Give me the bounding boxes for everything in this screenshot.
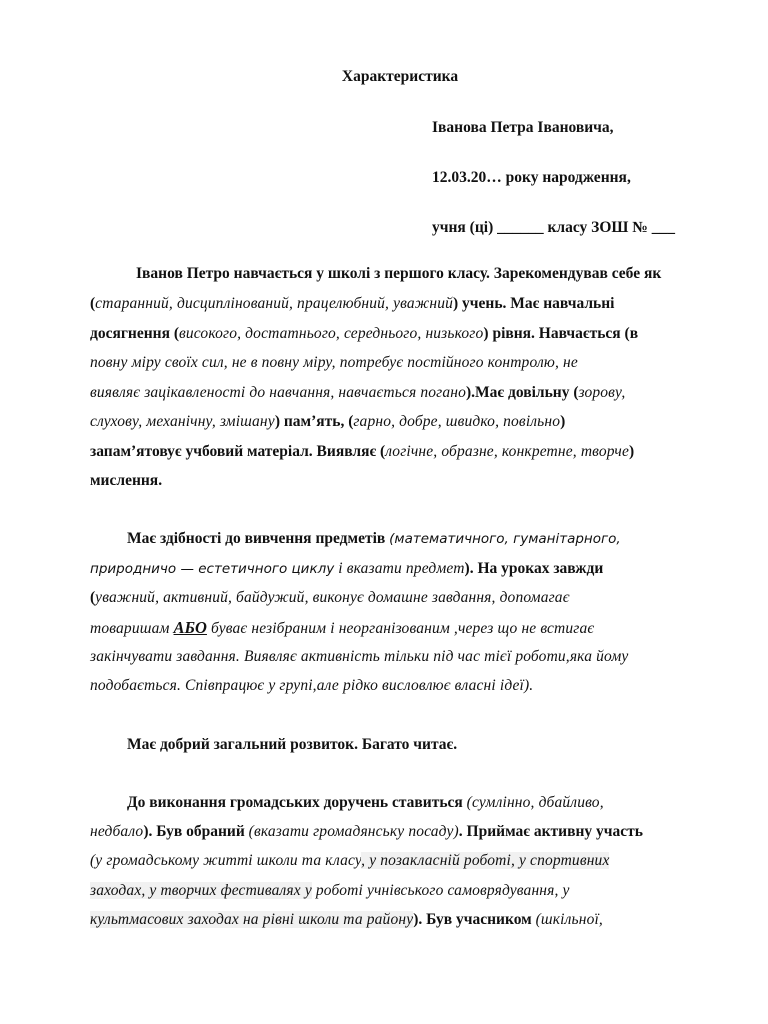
p2-line-5: закінчувати завдання. Виявляє активність тільки під час тієї роботи,яка йому (90, 648, 629, 665)
p2-line-2 (90, 560, 603, 578)
text-span: (математичного, гуманітарного, (389, 531, 621, 547)
text-span: досягнення ( (90, 325, 179, 342)
p4-line-4 (90, 882, 570, 900)
p1-line-1: Іванов Петро навчається у школі з першого класу. Зарекомендував себе як (136, 265, 662, 282)
p1-line-2 (90, 295, 614, 313)
document-title: Характеристика (341, 68, 459, 85)
highlighted-text: заходах, у творчих фестивалях у (90, 882, 312, 899)
text-span: ) пам’ять, ( (274, 413, 354, 430)
text-span: ) (560, 413, 566, 430)
text-span: ).Має довільну ( (466, 384, 579, 401)
p4-line-2 (90, 823, 643, 841)
p2-line-6: подобається. Співпрацює у групі,але рідко висловлює власні ідеї). (90, 677, 534, 694)
text-span: високого, достатнього, середнього, низького (179, 325, 484, 342)
text-span: запам’ятовує учбовий матеріал. Виявляє ( (90, 443, 386, 460)
text-span: До виконання громадських доручень ставиться (127, 794, 467, 811)
text-span: ( (90, 295, 96, 312)
text-span: Має здібності до вивчення предметів (127, 530, 390, 547)
text-span: і вказати предмет (334, 560, 465, 577)
text-span: ). На уроках завжди (464, 560, 604, 577)
text-span: ( (90, 589, 96, 606)
p4-line-5 (90, 911, 603, 929)
p4-line-1 (127, 794, 604, 812)
p1-line-4: повну міру своїх сил, не в повну міру, потребує постійного контролю, не (90, 354, 578, 371)
p4-line-3 (90, 852, 609, 870)
birth-date: 12.03.20… року народження, (432, 169, 631, 186)
text-span: ) рівня. Навчається (в (483, 325, 639, 342)
student-name: Іванова Петра Івановича, (432, 119, 614, 136)
p1-line-3 (90, 325, 638, 343)
text-span: ). Був обраний (143, 823, 249, 840)
text-span: роботі учнівського самоврядування, у (311, 882, 570, 899)
p1-line-8: мислення. (90, 472, 163, 489)
text-span: слухову, механічну, змішану (90, 413, 275, 430)
p2-line-1 (127, 530, 621, 548)
text-span: старанний, дисциплінований, працелюбний, уважний (95, 295, 454, 312)
text-span: уважний, активний, байдужий, виконує домашне завдання, допомагає (95, 589, 570, 606)
p2-line-3 (90, 589, 570, 607)
text-span: зорову, (578, 384, 626, 401)
text-span: гарно, добре, швидко, повільно (353, 413, 561, 430)
text-span: виявляє зацікавленості до навчання, навчається погано (90, 384, 466, 401)
p3-line: Має добрий загальний розвиток. Багато читає. (127, 736, 458, 753)
text-span: (у громадському житті школи та класу (90, 852, 362, 869)
text-span: ) (629, 443, 635, 460)
text-span: АБО (173, 618, 207, 637)
p2-line-4 (90, 618, 594, 638)
text-span: (сумлінно, дбайливо, (466, 794, 604, 811)
text-span: . Приймає активну участь (458, 823, 643, 840)
text-span: природничо — естетичного циклу (90, 561, 335, 577)
text-span: (вказати громадянську посаду) (248, 823, 459, 840)
text-span: логічне, образне, конкретне, творче (385, 443, 630, 460)
text-span: ). Був учасником (413, 911, 536, 928)
p1-line-5 (90, 384, 625, 402)
text-span: недбало (90, 823, 144, 840)
text-span: ) учень. Має навчальні (453, 295, 615, 312)
p1-line-6 (90, 413, 565, 431)
text-span: буває незібраним і неорганізованим ,через що не встигає (206, 620, 595, 637)
text-span: (шкільної, (535, 911, 603, 928)
p1-line-7 (90, 443, 634, 461)
highlighted-text: культмасових заходах на рівні школи та району (90, 911, 414, 928)
highlighted-text: , у позакласній роботі, у спортивних (361, 852, 610, 869)
text-span: товаришам (90, 620, 174, 637)
class-school: учня (ці) ______ класу ЗОШ № ___ (432, 219, 676, 236)
